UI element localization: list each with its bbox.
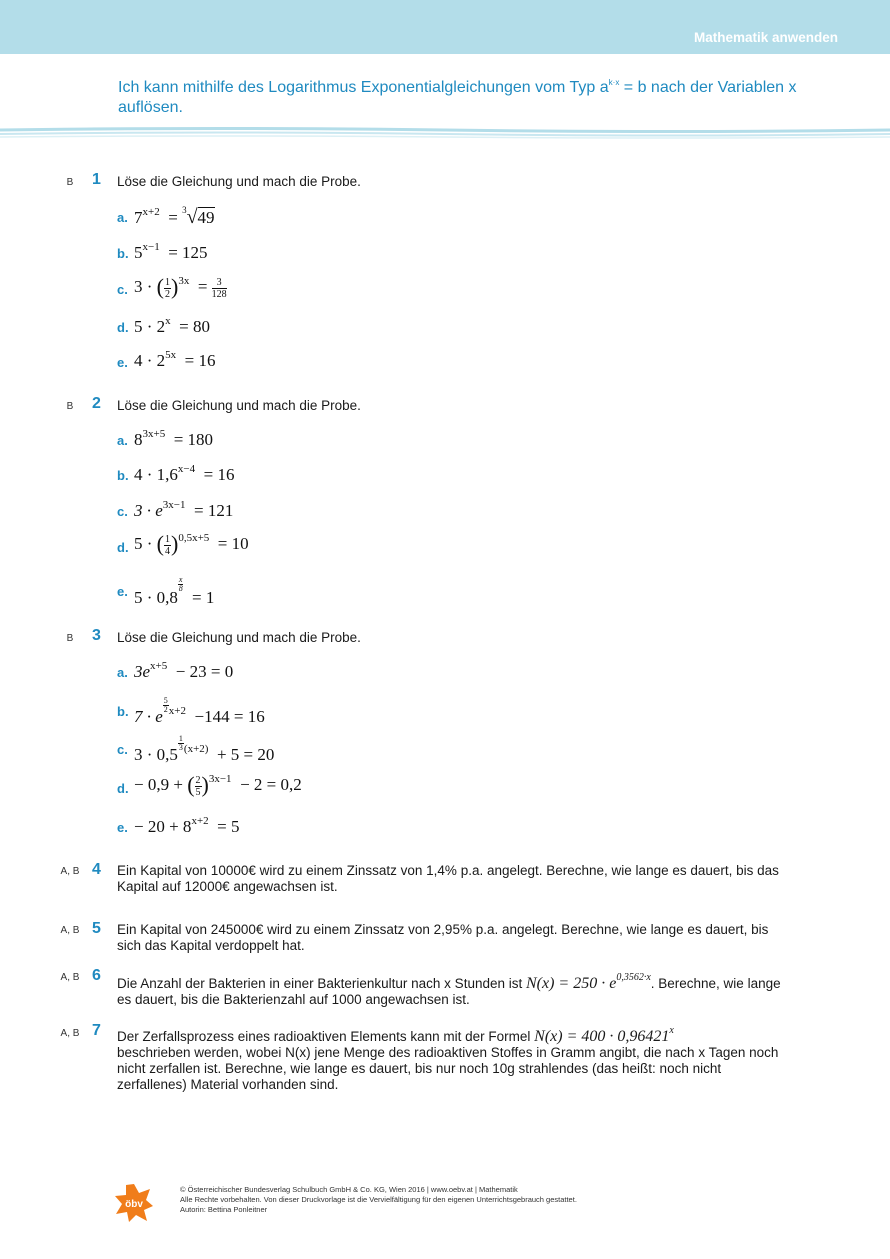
equation: $3e^{x+5} - 23 = 0$ bbox=[134, 660, 234, 681]
equation: 3 · ( $\frac{1}{2}$ )$^{3x}$ = $\frac{3}{128}$ bbox=[134, 274, 227, 300]
part-letter: d. bbox=[117, 320, 129, 335]
task-level: B bbox=[66, 633, 74, 644]
equation: 3 · 0,5 $\frac{1}{3}$ $^{(x+2)}$ + 5 = 20 bbox=[134, 734, 275, 764]
task-number: 3 bbox=[92, 627, 101, 644]
part-letter: c. bbox=[117, 742, 128, 757]
part-letter: c. bbox=[117, 504, 128, 519]
equation: $4 \cdot 1,6^{x-4} = 16$ bbox=[134, 463, 235, 484]
task-number: 2 bbox=[92, 395, 101, 412]
part-letter: e. bbox=[117, 820, 128, 835]
equation: $5 \cdot 2^x = 80$ bbox=[134, 315, 211, 336]
part-letter: e. bbox=[117, 584, 128, 599]
equation: $4 \cdot 2^{5x} = 16$ bbox=[134, 349, 216, 370]
formula: $N(x) = 250 \cdot e^{0,3562\cdot x}$ bbox=[525, 972, 651, 992]
part-letter: a. bbox=[117, 433, 128, 448]
equation: 7 · e $\frac{5}{2}$ $^{x+2}$ −144 = 16 bbox=[134, 696, 265, 726]
learning-goal bbox=[118, 73, 858, 118]
goal-exponent: k·x bbox=[608, 78, 620, 87]
goal-text-start: Ich kann mithilfe des Logarithmus Exponentialgleichungen vom Typ a bbox=[118, 79, 609, 96]
equation: 5 · ( $\frac{1}{4}$ )$^{0,5x+5}$ = 10 bbox=[134, 531, 249, 557]
part-letter: a. bbox=[117, 210, 128, 225]
header-title: Mathematik anwenden bbox=[693, 30, 838, 45]
task-number: 5 bbox=[92, 920, 101, 937]
task-text: Der Zerfallsprozess eines radioaktiven Elements kann mit der Formel $N(x) = 400 \cdot 0,96421^x$ beschrieben werden, wobei N(x) jene Menge des radioaktiven Stoffes in Gramm angibt, die nach x Tagen noch nicht zerfallen ist. Berechne, wie lange es dauert, bis nur noch 10g strahlendes (das heißt: noch nicht zerfallenes) Material vorhanden sind. bbox=[117, 1025, 779, 1092]
part-letter: a. bbox=[117, 665, 128, 680]
task-instruction: Löse die Gleichung und mach die Probe. bbox=[117, 398, 361, 413]
equation: $7^{x+2} = ^3√49$ bbox=[134, 205, 215, 228]
task-level: B bbox=[66, 177, 74, 188]
task-level: B bbox=[66, 401, 74, 412]
wave-divider bbox=[0, 126, 890, 140]
equation: $5^{x-1} = 125$ bbox=[134, 241, 208, 262]
part-letter: b. bbox=[117, 246, 129, 261]
task-text: Ein Kapital von 245000€ wird zu einem Zinssatz von 2,95% p.a. angelegt. Berechne, wie lange es dauert, bis sich das Kapital verdoppelt hat. bbox=[117, 922, 769, 953]
formula: $N(x) = 400 \cdot 0,96421^x$ bbox=[534, 1025, 674, 1045]
task-number: 1 bbox=[92, 171, 101, 188]
task-instruction: Löse die Gleichung und mach die Probe. bbox=[117, 174, 361, 189]
part-letter: b. bbox=[117, 468, 129, 483]
equation: $8^{3x+5} = 180$ bbox=[134, 428, 214, 449]
header-band bbox=[0, 0, 890, 54]
equation: $3 \cdot e^{3x-1} = 121$ bbox=[134, 499, 234, 520]
part-letter: c. bbox=[117, 282, 128, 297]
equation: − $20 + 8^{x+2} = 5$ bbox=[134, 815, 240, 836]
oebv-logo-icon bbox=[114, 1183, 154, 1223]
task-number: 6 bbox=[92, 967, 101, 984]
task-text: Die Anzahl der Bakterien in einer Bakterienkultur nach x Stunden ist $N(x) = 250 \cdot e^{0,3562\cdot x}$. Berechne, wie lange es dauert, bis die Bakterienzahl auf 1000 angewachsen ist. bbox=[117, 972, 781, 1007]
part-letter: d. bbox=[117, 540, 129, 555]
footer-copyright: © Österreichischer Bundesverlag Schulbuch GmbH & Co. KG, Wien 2016 | www.oebv.at | Mathematik Alle Rechte vorbehalten. Von dieser Druckvorlage ist die Vervielfältigung für den eigenen Unterrichtsgebrauch gestattet. Autorin: Bettina Ponleitner bbox=[180, 1185, 577, 1214]
task-level: A, B bbox=[60, 925, 80, 936]
task-level: A, B bbox=[60, 1028, 80, 1039]
part-letter: b. bbox=[117, 704, 129, 719]
task-text: Ein Kapital von 10000€ wird zu einem Zinssatz von 1,4% p.a. angelegt. Berechne, wie lange es dauert, bis das Kapital auf 12000€ angewachsen ist. bbox=[117, 863, 779, 894]
part-letter: d. bbox=[117, 781, 129, 796]
equation: − 0,9 + ( $\frac{2}{5}$ )$^{3x-1}$ − 2 = 0,2 bbox=[134, 772, 302, 798]
task-instruction: Löse die Gleichung und mach die Probe. bbox=[117, 630, 361, 645]
task-number: 7 bbox=[92, 1022, 101, 1039]
goal-text-end: = b nach der Variablen x auflösen. bbox=[118, 79, 797, 116]
task-level: A, B bbox=[60, 866, 80, 877]
task-number: 4 bbox=[92, 861, 101, 878]
equation: 5 · 0,8 $\frac{x}{8}$ = 1 bbox=[134, 575, 215, 607]
part-letter: e. bbox=[117, 355, 128, 370]
task-level: A, B bbox=[60, 972, 80, 983]
logo-text: öbv bbox=[125, 1199, 143, 1210]
